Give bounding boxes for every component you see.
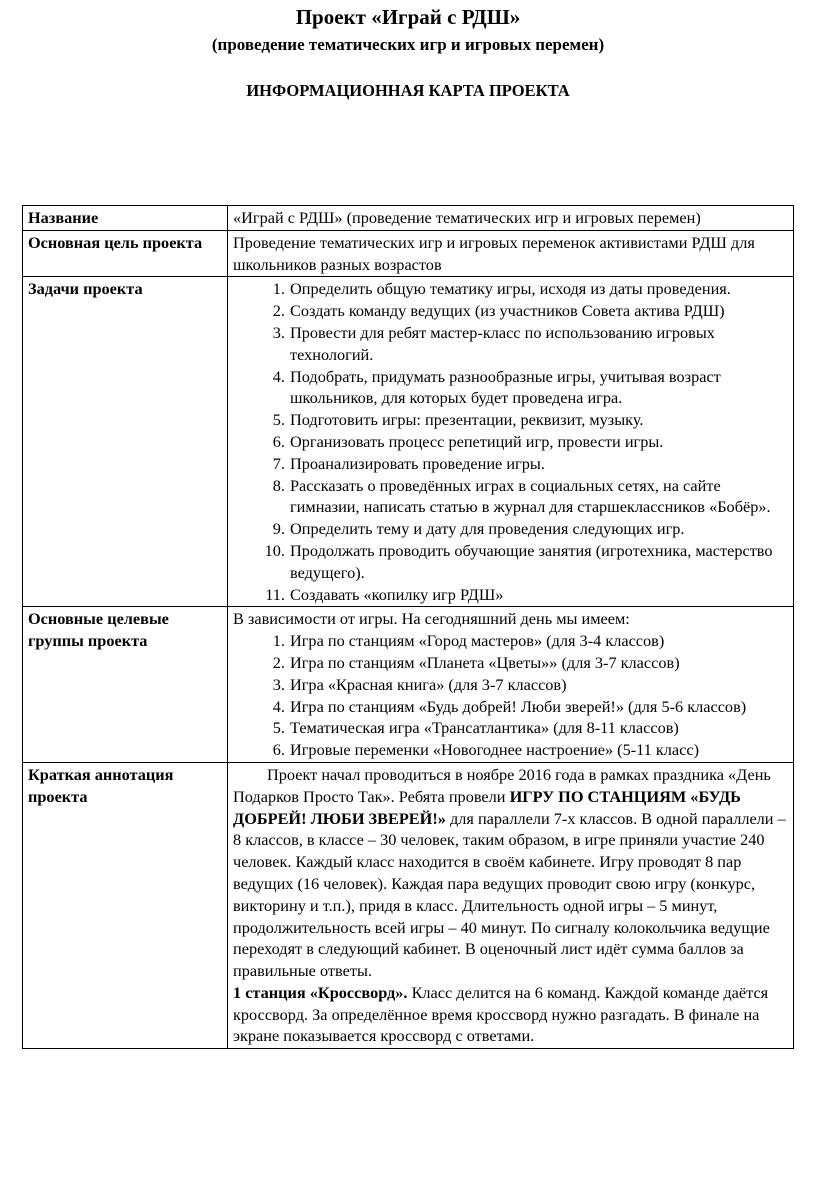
list-item-number: 11. xyxy=(265,584,285,604)
list-item xyxy=(233,696,789,718)
list-item-number: 2. xyxy=(272,301,285,321)
list-item-text: Определить тему и дату для проведения следующих игр. xyxy=(290,519,685,539)
list-item-text: Игровые переменки «Новогоднее настроение» (5-11 класс) xyxy=(290,740,700,760)
list-item-number: 4. xyxy=(272,696,285,716)
row-name-label: Название xyxy=(23,206,228,231)
list-item xyxy=(233,518,789,540)
row-groups-value xyxy=(228,607,794,763)
list-item xyxy=(233,475,789,519)
row-name xyxy=(23,206,794,231)
list-item-text: Подготовить игры: презентации, реквизит, музыку. xyxy=(290,410,644,430)
list-item-number: 6. xyxy=(272,431,285,451)
list-item xyxy=(233,652,789,674)
row-annotation-value xyxy=(228,762,794,1048)
list-item-number: 5. xyxy=(272,410,285,430)
list-item-number: 8. xyxy=(272,475,285,495)
list-item-number: 3. xyxy=(272,674,285,694)
list-item-number: 4. xyxy=(272,366,285,386)
list-item-text: Рассказать о проведённых играх в социальных сетях, на сайте гимназии, написать статью в журнал для старшеклассников «Бобёр». xyxy=(290,475,771,517)
list-item-text: Провести для ребят мастер-класс по использованию игровых технологий. xyxy=(290,322,715,364)
list-item-number: 6. xyxy=(272,740,285,760)
list-item-text: Создать команду ведущих (из участников Совета актива РДШ) xyxy=(290,301,725,321)
list-item xyxy=(233,278,789,300)
list-item-text: Игра по станциям «Будь добрей! Люби зверей!» (для 5-6 классов) xyxy=(290,696,747,716)
list-item-text: Тематическая игра «Трансатлантика» (для 8-11 классов) xyxy=(290,718,679,738)
row-annotation-label: Краткая аннотация проекта xyxy=(23,762,228,1048)
annotation-text: Класс делится на 6 команд. Каждой команде даётся кроссворд. За определённое время кроссворд нужно разгадать. В финале на экране показывается кроссворд с ответами. xyxy=(233,982,769,1046)
list-item-text: Игра по станциям «Город мастеров» (для 3-4 классов) xyxy=(290,631,665,651)
list-item xyxy=(233,322,789,366)
list-item-text: Определить общую тематику игры, исходя из даты проведения. xyxy=(290,279,731,299)
tasks-list xyxy=(233,278,789,605)
annotation-paragraph xyxy=(233,764,789,982)
row-groups xyxy=(23,607,794,763)
list-item xyxy=(233,431,789,453)
list-item xyxy=(233,366,789,410)
info-card-heading: ИНФОРМАЦИОННАЯ КАРТА ПРОЕКТА xyxy=(246,81,570,100)
list-item xyxy=(233,739,789,761)
row-tasks-label: Задачи проекта xyxy=(23,277,228,607)
list-item-text: Игра по станциям «Планета «Цветы»» (для 3-7 классов) xyxy=(290,652,680,672)
list-item xyxy=(233,674,789,696)
groups-intro: В зависимости от игры. На сегодняшний день мы имеем: xyxy=(233,609,630,629)
annotation-bold-text: ИГРУ ПО СТАНЦИЯМ «БУДЬ ДОБРЕЙ! ЛЮБИ ЗВЕРЕЙ!» xyxy=(233,786,741,828)
row-goal-label: Основная цель проекта xyxy=(23,230,228,277)
groups-list xyxy=(233,630,789,761)
list-item-text: Игра «Красная книга» (для 3-7 классов) xyxy=(290,674,567,694)
list-item-number: 3. xyxy=(272,322,285,342)
list-item-number: 2. xyxy=(272,652,285,672)
row-goal-value: Проведение тематических игр и игровых переменок активистами РДШ для школьников разных возрастов xyxy=(228,230,794,277)
list-item-text: Подобрать, придумать разнообразные игры, учитывая возраст школьников, для которых будет проведена игра. xyxy=(290,366,721,408)
list-item-text: Создавать «копилку игр РДШ» xyxy=(290,584,504,604)
list-item-number: 10. xyxy=(264,540,285,560)
list-item xyxy=(233,409,789,431)
annotation-text: Проект начал проводиться в ноябре 2016 года в рамках праздника «День Подарков Просто Так». Ребята провели xyxy=(233,764,771,806)
row-groups-label: Основные целевые группы проекта xyxy=(23,607,228,763)
document-subtitle: (проведение тематических игр и игровых перемен) xyxy=(211,35,605,54)
station-heading: 1 станция «Кроссворд». xyxy=(233,982,408,1002)
row-name-value: «Играй с РДШ» (проведение тематических игр и игровых перемен) xyxy=(228,206,794,231)
list-item xyxy=(233,630,789,652)
list-item-number: 5. xyxy=(272,718,285,738)
list-item-text: Продолжать проводить обучающие занятия (игротехника, мастерство ведущего). xyxy=(290,540,773,582)
list-item-number: 1. xyxy=(272,631,285,651)
list-item-number: 9. xyxy=(272,519,285,539)
list-item-text: Организовать процесс репетиций игр, провести игры. xyxy=(290,431,664,451)
list-item-number: 1. xyxy=(272,279,285,299)
row-tasks-value xyxy=(228,277,794,607)
list-item xyxy=(233,453,789,475)
list-item xyxy=(233,300,789,322)
row-tasks xyxy=(23,277,794,607)
annotation-paragraph xyxy=(233,982,789,1047)
list-item-text: Проанализировать проведение игры. xyxy=(290,453,545,473)
row-goal xyxy=(23,230,794,277)
document-title: Проект «Играй с РДШ» xyxy=(295,5,521,29)
info-card-table xyxy=(22,205,794,1049)
list-item xyxy=(233,540,789,584)
annotation-text: для параллели 7-х классов. В одной параллели – 8 классов, в классе – 30 человек, таким образом, в игре приняли участие 240 человек. Каждый класс находится в своём кабинете. Игру проводят 8 пар ведущих (16 человек). Каждая пара ведущих проводит свою игру (конкурс, викторину и т.п.), придя в класс. Длительность одной игры – 5 минут, продолжительность всей игры – 40 минут. По сигналу колокольчика ведущие переходят в следующий кабинет. В оценочный лист идёт сумма баллов за правильные ответы. xyxy=(233,808,786,981)
row-annotation xyxy=(23,762,794,1048)
list-item xyxy=(233,584,789,606)
list-item xyxy=(233,717,789,739)
list-item-number: 7. xyxy=(272,453,285,473)
